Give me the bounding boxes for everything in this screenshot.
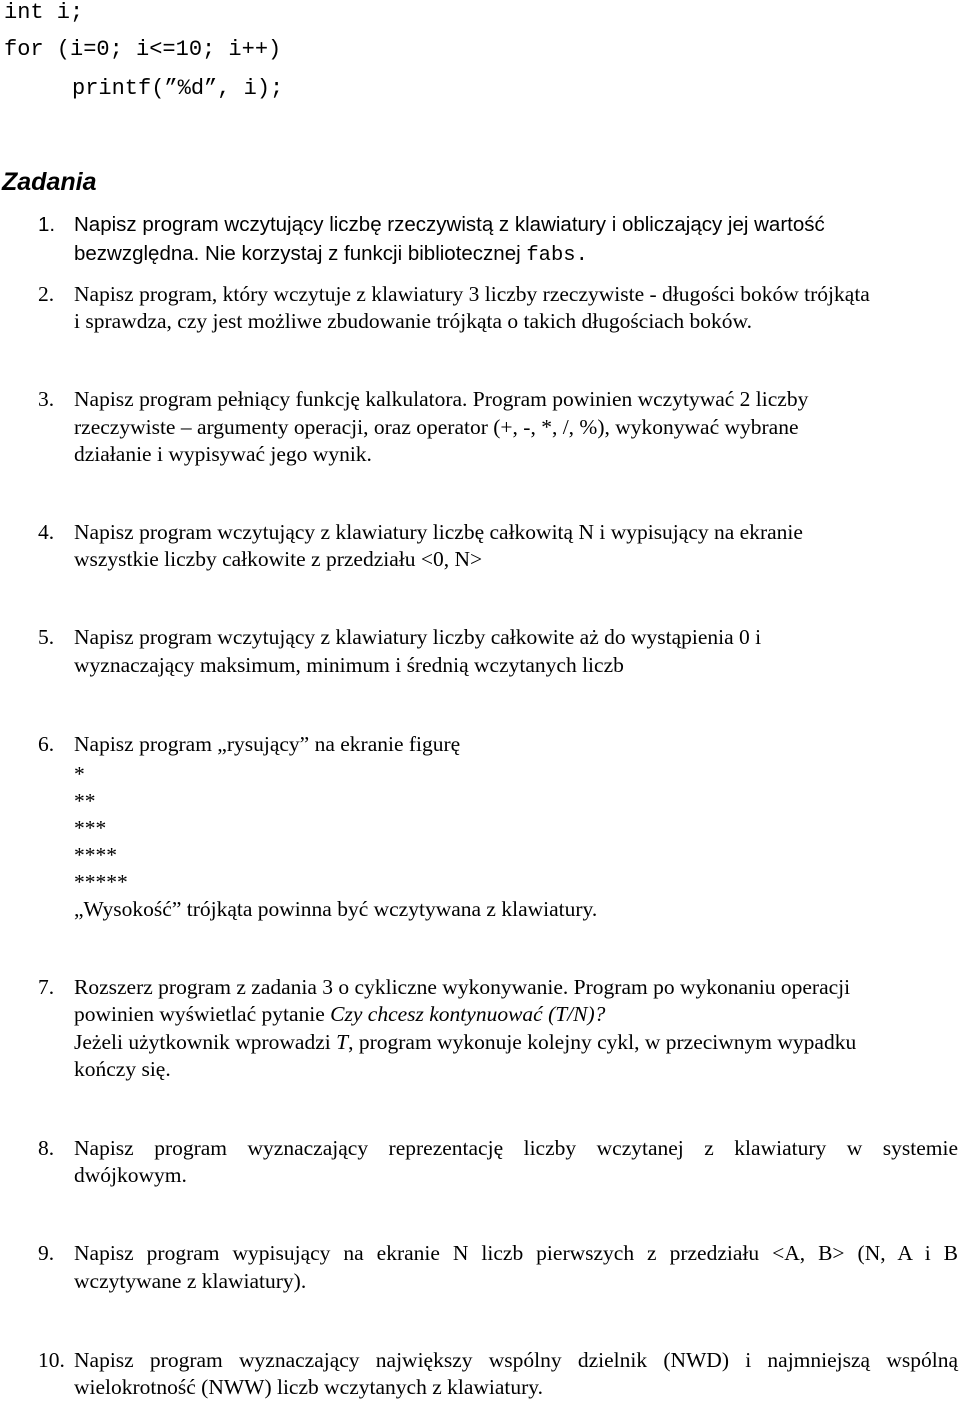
task-7-line-4: kończy się. [74, 1057, 171, 1081]
task-1-function-name: fabs. [526, 244, 588, 267]
task-6-line-7: „Wysokość” trójkąta powinna być wczytywana z klawiatury. [74, 897, 598, 921]
task-7-letter-t: T [336, 1030, 349, 1054]
task-3-line-1b: Program powinien wczytywać 2 liczby [472, 387, 809, 411]
task-8-number: 8. [38, 1136, 55, 1160]
task-4-line-1: Napisz program wczytujący z klawiatury liczbę całkowitą N i wypisujący na ekranie [74, 520, 803, 544]
task-7-line-3 [74, 1029, 856, 1056]
task-9-number: 9. [38, 1241, 55, 1265]
task-10-number: 10. [38, 1348, 65, 1372]
task-2-number: 2. [38, 282, 55, 306]
task-6-line-1: Napisz program „rysujący” na ekranie figurę [74, 732, 461, 756]
task-3-number: 3. [38, 387, 55, 411]
task-6-star-row-3: *** [74, 816, 107, 840]
task-8-line-2: dwójkowym. [74, 1163, 187, 1187]
task-1-number: 1. [38, 213, 56, 236]
task-6-number: 6. [38, 732, 55, 756]
task-4-number: 4. [38, 520, 55, 544]
task-3-line-1a: Napisz program pełniący funkcję kalkulatora. [74, 387, 473, 411]
task-8-line-1: Napisz program wyznaczający reprezentację liczby wczytanej z klawiatury w systemie [74, 1136, 958, 1160]
task-7-line-2 [74, 1001, 605, 1028]
task-7-line-2a: powinien wyświetlać pytanie [74, 1002, 331, 1026]
task-1-line-2 [74, 240, 588, 269]
task-7-line-3a: Jeżeli użytkownik wprowadzi [74, 1030, 337, 1054]
task-10-line-2: wielokrotność (NWW) liczb wczytanych z klawiatury. [74, 1375, 544, 1399]
task-3-line-2: rzeczywiste – argumenty operacji, oraz operator (+, -, *, /, %), wykonywać wybrane [74, 415, 799, 439]
code-line-1: int i; [4, 0, 84, 25]
task-3-line-1 [74, 386, 808, 413]
task-1-line-2-text: bezwzględna. Nie korzystaj z funkcji bibliotecznej [74, 242, 527, 265]
task-6-star-row-5: ***** [74, 870, 128, 894]
task-5-line-1: Napisz program wczytujący z klawiatury liczby całkowite aż do wystąpienia 0 i [74, 625, 762, 649]
task-5-line-2: wyznaczający maksimum, minimum i średnią wczytanych liczb [74, 653, 624, 677]
task-6-star-row-1: * [74, 762, 85, 786]
task-7-number: 7. [38, 975, 55, 999]
task-3-line-3: działanie i wypisywać jego wynik. [74, 442, 372, 466]
section-heading: Zadania [2, 168, 97, 196]
task-6-star-row-4: **** [74, 843, 117, 867]
code-line-3: printf(”%d”, i); [72, 76, 284, 101]
task-1-line-1: Napisz program wczytujący liczbę rzeczywistą z klawiatury i obliczający jej wartość [74, 213, 825, 236]
task-5-number: 5. [38, 625, 55, 649]
task-7-prompt-question: Czy chcesz kontynuować (T/N)? [330, 1002, 606, 1026]
task-6-star-row-2: ** [74, 789, 96, 813]
task-7-line-3c: , program wykonuje kolejny cykl, w przeciwnym wypadku [348, 1030, 857, 1054]
code-line-2: for (i=0; i<=10; i++) [4, 37, 282, 62]
task-9-line-2: wczytywane z klawiatury). [74, 1269, 307, 1293]
task-2-line-1: Napisz program, który wczytuje z klawiatury 3 liczby rzeczywiste - długości boków trójkąta [74, 282, 870, 306]
task-4-line-2: wszystkie liczby całkowite z przedziału <0, N> [74, 547, 483, 571]
task-10-line-1: Napisz program wyznaczający największy wspólny dzielnik (NWD) i najmniejszą wspólną [74, 1348, 958, 1372]
task-9-line-1: Napisz program wypisujący na ekranie N liczb pierwszych z przedziału <A, B> (N, A i B [74, 1241, 958, 1265]
task-2-line-2: i sprawdza, czy jest możliwe zbudowanie trójkąta o takich długościach boków. [74, 309, 753, 333]
task-7-line-1: Rozszerz program z zadania 3 o cykliczne wykonywanie. Program po wykonaniu operacji [74, 975, 851, 999]
